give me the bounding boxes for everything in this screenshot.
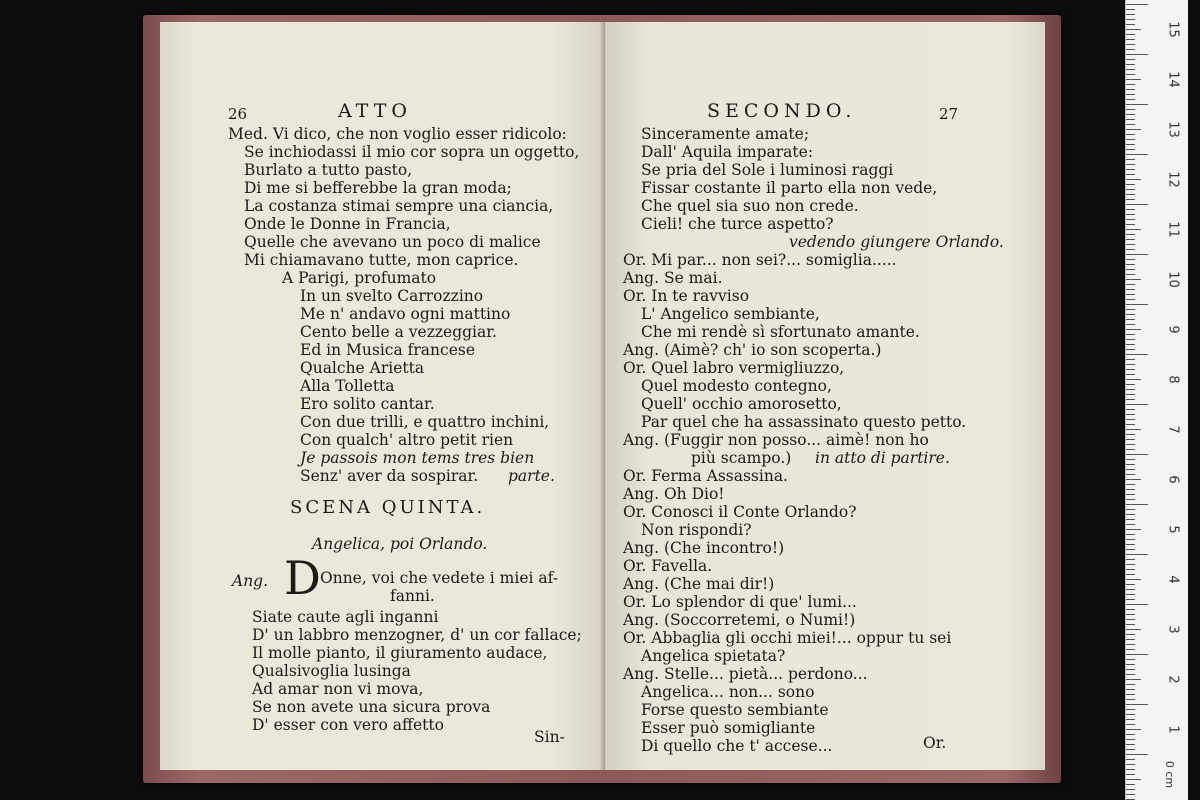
- stage-direction: in atto di partire.: [815, 449, 950, 467]
- ruler-tick: [1126, 144, 1135, 145]
- ruler-tick: [1126, 204, 1148, 205]
- ruler-tick: [1126, 739, 1135, 740]
- ruler-tick: [1126, 79, 1141, 80]
- text-line: Par quel che ha assassinato questo petto.: [641, 413, 967, 431]
- ruler-number: 11: [1165, 221, 1181, 238]
- ruler-tick: [1126, 779, 1141, 780]
- ruler-tick: [1126, 379, 1141, 380]
- ruler-tick: [1126, 429, 1141, 430]
- ruler-tick: [1126, 69, 1135, 70]
- text-line: Ang. Stelle... pietà... perdono...: [623, 665, 868, 683]
- ruler-tick: [1126, 234, 1135, 235]
- ruler-tick: [1126, 734, 1135, 735]
- ruler-tick: [1126, 699, 1135, 700]
- ruler-tick: [1126, 559, 1135, 560]
- text-line: Med. Vi dico, che non voglio esser ridicolo:: [228, 125, 567, 143]
- text-line: Forse questo sembiante: [641, 701, 829, 719]
- running-header: ATTO: [338, 100, 412, 122]
- ruler-tick: [1126, 149, 1135, 150]
- text-line: L' Angelico sembiante,: [641, 305, 820, 323]
- ruler-tick: [1126, 504, 1148, 505]
- left-page: [160, 22, 605, 770]
- ruler-tick: [1126, 44, 1135, 45]
- ruler-tick: [1126, 469, 1135, 470]
- ruler-tick: [1126, 589, 1135, 590]
- page-number: 26: [228, 105, 248, 123]
- ruler-tick: [1126, 174, 1135, 175]
- ruler-tick: [1126, 489, 1135, 490]
- ruler-tick: [1126, 104, 1148, 105]
- ruler-tick: [1126, 219, 1135, 220]
- text-line: Qualsivoglia lusinga: [252, 662, 411, 680]
- ruler-tick: [1126, 439, 1135, 440]
- ruler-tick: [1126, 169, 1135, 170]
- text-line: Di me si befferebbe la gran moda;: [244, 179, 512, 197]
- ruler-tick: [1126, 624, 1135, 625]
- text-line: Dall' Aquila imparate:: [641, 143, 814, 161]
- ruler-tick: [1126, 334, 1135, 335]
- ruler-number: 8: [1165, 375, 1181, 384]
- ruler-tick: [1126, 514, 1135, 515]
- text-line: Fissar costante il parto ella non vede,: [641, 179, 938, 197]
- ruler-tick: [1126, 349, 1135, 350]
- ruler-tick: [1126, 549, 1135, 550]
- ruler-tick: [1126, 384, 1135, 385]
- ruler-tick: [1126, 184, 1135, 185]
- text-line: Esser può somigliante: [641, 719, 816, 737]
- text-line: Angelica spietata?: [641, 647, 786, 665]
- ruler-number: 9: [1165, 325, 1181, 334]
- ruler-tick: [1126, 744, 1135, 745]
- text-line: Con qualch' altro petit rien: [300, 431, 514, 449]
- ruler-tick: [1126, 29, 1141, 30]
- ruler-tick: [1126, 534, 1135, 535]
- ruler-tick: [1126, 649, 1135, 650]
- ruler-tick: [1126, 599, 1135, 600]
- text-line: Il molle pianto, il giuramento audace,: [252, 644, 548, 662]
- ruler-tick: [1126, 774, 1135, 775]
- ruler-tick: [1126, 304, 1148, 305]
- text-line: Or. Abbaglia gli occhi miei!... oppur tu sei: [623, 629, 952, 647]
- text-line: Ero solito cantar.: [300, 395, 435, 413]
- text-line: Or. Lo splendor di que' lumi...: [623, 593, 857, 611]
- ruler-tick: [1126, 544, 1135, 545]
- text-line: D' esser con vero affetto: [252, 716, 444, 734]
- ruler-tick: [1126, 14, 1135, 15]
- text-line: Qualche Arietta: [300, 359, 425, 377]
- text-line: più scampo.): [691, 449, 792, 467]
- ruler-tick: [1126, 159, 1135, 160]
- ruler-tick: [1126, 794, 1135, 795]
- ruler-unit-label: 0 cm: [1163, 760, 1177, 789]
- ruler-number: 3: [1165, 625, 1181, 634]
- text-line: In un svelto Carrozzino: [300, 287, 484, 305]
- text-line: Or. Mi par... non sei?... somiglia.....: [623, 251, 897, 269]
- ruler-tick: [1126, 764, 1135, 765]
- ruler-tick: [1126, 704, 1148, 705]
- ruler-tick: [1126, 394, 1135, 395]
- ruler-tick: [1126, 639, 1135, 640]
- ruler-tick: [1126, 554, 1148, 555]
- text-line: Or. Conosci il Conte Orlando?: [623, 503, 857, 521]
- ruler-tick: [1126, 54, 1148, 55]
- text-line: Or. Favella.: [623, 557, 713, 575]
- ruler-tick: [1126, 729, 1141, 730]
- text-line: Con due trilli, e quattro inchini,: [300, 413, 550, 431]
- ruler-tick: [1126, 289, 1135, 290]
- ruler-tick: [1126, 39, 1135, 40]
- ruler-tick: [1126, 244, 1135, 245]
- ruler-tick: [1126, 344, 1135, 345]
- ruler-tick: [1126, 239, 1135, 240]
- ruler-tick: [1126, 684, 1135, 685]
- text-line: Se inchiodassi il mio cor sopra un oggetto,: [244, 143, 580, 161]
- ruler-tick: [1126, 444, 1135, 445]
- ruler-tick: [1126, 594, 1135, 595]
- ruler-tick: [1126, 709, 1135, 710]
- catchword: Sin-: [534, 728, 565, 746]
- ruler-tick: [1126, 674, 1135, 675]
- ruler-tick: [1126, 679, 1141, 680]
- ruler-tick: [1126, 99, 1135, 100]
- ruler-tick: [1126, 419, 1135, 420]
- text-line: La costanza stimai sempre una ciancia,: [244, 197, 554, 215]
- text-line: Onde le Donne in Francia,: [244, 215, 451, 233]
- ruler-tick: [1126, 359, 1135, 360]
- ruler-tick: [1126, 74, 1135, 75]
- catchword: Or.: [923, 734, 947, 752]
- text-line: Cieli! che turce aspetto?: [641, 215, 834, 233]
- text-line: Quel modesto contegno,: [641, 377, 832, 395]
- ruler-tick: [1126, 124, 1135, 125]
- ruler-tick: [1126, 749, 1135, 750]
- ruler-number: 2: [1165, 675, 1181, 684]
- text-line: Non rispondi?: [641, 521, 752, 539]
- ruler-tick: [1126, 214, 1135, 215]
- ruler-tick: [1126, 654, 1148, 655]
- ruler-tick: [1126, 634, 1135, 635]
- text-line: Che quel sia suo non crede.: [641, 197, 859, 215]
- ruler-number: 7: [1165, 425, 1181, 434]
- ruler-tick: [1126, 494, 1135, 495]
- text-line: Je passois mon tems tres bien: [300, 449, 535, 467]
- ruler-tick: [1126, 619, 1135, 620]
- text-line: Ed in Musica francese: [300, 341, 475, 359]
- ruler-tick: [1126, 4, 1148, 5]
- text-line: Ang. Oh Dio!: [623, 485, 725, 503]
- ruler-tick: [1126, 9, 1135, 10]
- ruler-tick: [1126, 229, 1141, 230]
- ruler-tick: [1126, 714, 1135, 715]
- ruler-tick: [1126, 189, 1135, 190]
- ruler-tick: [1126, 569, 1135, 570]
- ruler-tick: [1126, 269, 1135, 270]
- ruler-tick: [1126, 84, 1135, 85]
- page-number: 27: [939, 105, 959, 123]
- ruler-tick: [1126, 264, 1135, 265]
- ruler-tick: [1126, 484, 1135, 485]
- text-line: Ang. (Che mai dir!): [623, 575, 775, 593]
- ruler-tick: [1126, 789, 1135, 790]
- ruler-tick: [1126, 109, 1135, 110]
- ruler-tick: [1126, 479, 1141, 480]
- ruler-tick: [1126, 689, 1135, 690]
- ruler-tick: [1126, 24, 1135, 25]
- ruler-tick: [1126, 399, 1135, 400]
- speaker-label: Ang.: [232, 572, 269, 590]
- ruler-tick: [1126, 404, 1148, 405]
- ruler-tick: [1126, 574, 1135, 575]
- ruler-tick: [1126, 449, 1135, 450]
- ruler-tick: [1126, 164, 1135, 165]
- text-line: Ang. (Aimè? ch' io son scoperta.): [623, 341, 882, 359]
- ruler-tick: [1126, 434, 1135, 435]
- ruler-number: 12: [1165, 171, 1181, 188]
- ruler-tick: [1126, 424, 1135, 425]
- ruler-tick: [1126, 314, 1135, 315]
- drop-capital: D: [284, 551, 321, 605]
- ruler-tick: [1126, 409, 1135, 410]
- ruler-tick: [1126, 209, 1135, 210]
- ruler-tick: [1126, 584, 1135, 585]
- ruler-tick: [1126, 119, 1135, 120]
- ruler-tick: [1126, 389, 1135, 390]
- ruler-tick: [1126, 604, 1148, 605]
- ruler-tick: [1126, 34, 1135, 35]
- ruler-tick: [1126, 59, 1135, 60]
- right-page: [605, 22, 1045, 770]
- ruler-tick: [1126, 354, 1148, 355]
- ruler-tick: [1126, 509, 1135, 510]
- text-line: Ang. (Soccorretemi, o Numi!): [623, 611, 856, 629]
- ruler-tick: [1126, 49, 1135, 50]
- ruler-tick: [1126, 564, 1135, 565]
- ruler-tick: [1126, 254, 1148, 255]
- text-line: Senz' aver da sospirar.: [300, 467, 479, 485]
- ruler-tick: [1126, 224, 1135, 225]
- ruler-number: 13: [1165, 121, 1181, 138]
- ruler-tick: [1126, 524, 1135, 525]
- text-line: Sinceramente amate;: [641, 125, 810, 143]
- ruler-number: 4: [1165, 575, 1181, 584]
- ruler-tick: [1126, 154, 1148, 155]
- ruler-tick: [1126, 274, 1135, 275]
- text-line: Quelle che avevano un poco di malice: [244, 233, 541, 251]
- ruler-tick: [1126, 669, 1135, 670]
- ruler-tick: [1126, 769, 1135, 770]
- ruler-tick: [1126, 194, 1135, 195]
- ruler-tick: [1126, 759, 1135, 760]
- ruler-number: 10: [1165, 271, 1181, 288]
- text-line: Siate caute agli inganni: [252, 608, 439, 626]
- text-line: A Parigi, profumato: [282, 269, 437, 287]
- text-line: Or. Quel labro vermigliuzzo,: [623, 359, 845, 377]
- ruler-tick: [1126, 629, 1141, 630]
- ruler-number: 1: [1165, 725, 1181, 734]
- ruler-tick: [1126, 369, 1135, 370]
- text-line: Ang. Se mai.: [623, 269, 723, 287]
- ruler-number: 6: [1165, 475, 1181, 484]
- ruler-tick: [1126, 279, 1141, 280]
- ruler-tick: [1126, 519, 1135, 520]
- ruler-tick: [1126, 529, 1141, 530]
- ruler-tick: [1126, 94, 1135, 95]
- text-line: Di quello che t' accese...: [641, 737, 833, 755]
- ruler-tick: [1126, 19, 1135, 20]
- ruler-tick: [1126, 644, 1135, 645]
- text-line: Ang. (Che incontro!): [623, 539, 785, 557]
- ruler-tick: [1126, 454, 1148, 455]
- text-line: D' un labbro menzogner, d' un cor fallace;: [252, 626, 582, 644]
- text-line: Or. Ferma Assassina.: [623, 467, 788, 485]
- text-line: Onne, voi che vedete i miei af-: [320, 569, 559, 587]
- ruler-tick: [1126, 474, 1135, 475]
- ruler-tick: [1126, 64, 1135, 65]
- ruler-tick: [1126, 464, 1135, 465]
- ruler-tick: [1126, 339, 1135, 340]
- stage-direction: vedendo giungere Orlando.: [789, 233, 1004, 251]
- ruler-number: 5: [1165, 525, 1181, 534]
- ruler-tick: [1126, 459, 1135, 460]
- text-line: Cento belle a vezzeggiar.: [300, 323, 497, 341]
- text-line: Alla Tolletta: [300, 377, 395, 395]
- ruler-tick: [1126, 139, 1135, 140]
- ruler-tick: [1126, 294, 1135, 295]
- text-line: Or. In te ravviso: [623, 287, 750, 305]
- ruler-tick: [1126, 579, 1141, 580]
- ruler-tick: [1126, 324, 1135, 325]
- ruler-number: 15: [1165, 21, 1181, 38]
- ruler-tick: [1126, 784, 1135, 785]
- text-line: fanni.: [390, 587, 435, 605]
- text-line: Se non avete una sicura prova: [252, 698, 491, 716]
- ruler-tick: [1126, 134, 1135, 135]
- ruler-tick: [1126, 499, 1135, 500]
- text-line: Burlato a tutto pasto,: [244, 161, 413, 179]
- ruler-tick: [1126, 319, 1135, 320]
- ruler-tick: [1126, 114, 1135, 115]
- text-line: Che mi rendè sì sfortunato amante.: [641, 323, 920, 341]
- ruler-tick: [1126, 364, 1135, 365]
- text-line: Angelica... non... sono: [641, 683, 815, 701]
- scene-title: SCENA QUINTA.: [290, 497, 486, 518]
- text-line: Me n' andavo ogni mattino: [300, 305, 511, 323]
- ruler-tick: [1126, 259, 1135, 260]
- stage-direction: parte.: [508, 467, 555, 485]
- ruler-tick: [1126, 609, 1135, 610]
- ruler-tick: [1126, 414, 1135, 415]
- ruler-tick: [1126, 299, 1135, 300]
- scene-characters: Angelica, poi Orlando.: [312, 535, 488, 553]
- text-line: Se pria del Sole i luminosi raggi: [641, 161, 894, 179]
- text-line: Ang. (Fuggir non posso... aimè! non ho: [623, 431, 929, 449]
- ruler-tick: [1126, 719, 1135, 720]
- text-line: Ad amar non vi mova,: [252, 680, 424, 698]
- ruler-tick: [1126, 374, 1135, 375]
- ruler-tick: [1126, 694, 1135, 695]
- ruler-tick: [1126, 179, 1141, 180]
- ruler-tick: [1126, 614, 1135, 615]
- ruler-tick: [1126, 754, 1148, 755]
- running-header: SECONDO.: [707, 100, 857, 122]
- text-line: Quell' occhio amorosetto,: [641, 395, 842, 413]
- ruler-tick: [1126, 539, 1135, 540]
- ruler-tick: [1126, 664, 1135, 665]
- ruler-tick: [1126, 724, 1135, 725]
- ruler-tick: [1126, 249, 1135, 250]
- ruler-number: 14: [1165, 71, 1181, 88]
- ruler-tick: [1126, 309, 1135, 310]
- ruler-tick: [1126, 129, 1141, 130]
- ruler-tick: [1126, 659, 1135, 660]
- ruler-tick: [1126, 89, 1135, 90]
- text-line: Mi chiamavano tutte, mon caprice.: [244, 251, 519, 269]
- ruler-tick: [1126, 329, 1141, 330]
- ruler-tick: [1126, 284, 1135, 285]
- measuring-ruler: [1125, 0, 1188, 800]
- ruler-tick: [1126, 199, 1135, 200]
